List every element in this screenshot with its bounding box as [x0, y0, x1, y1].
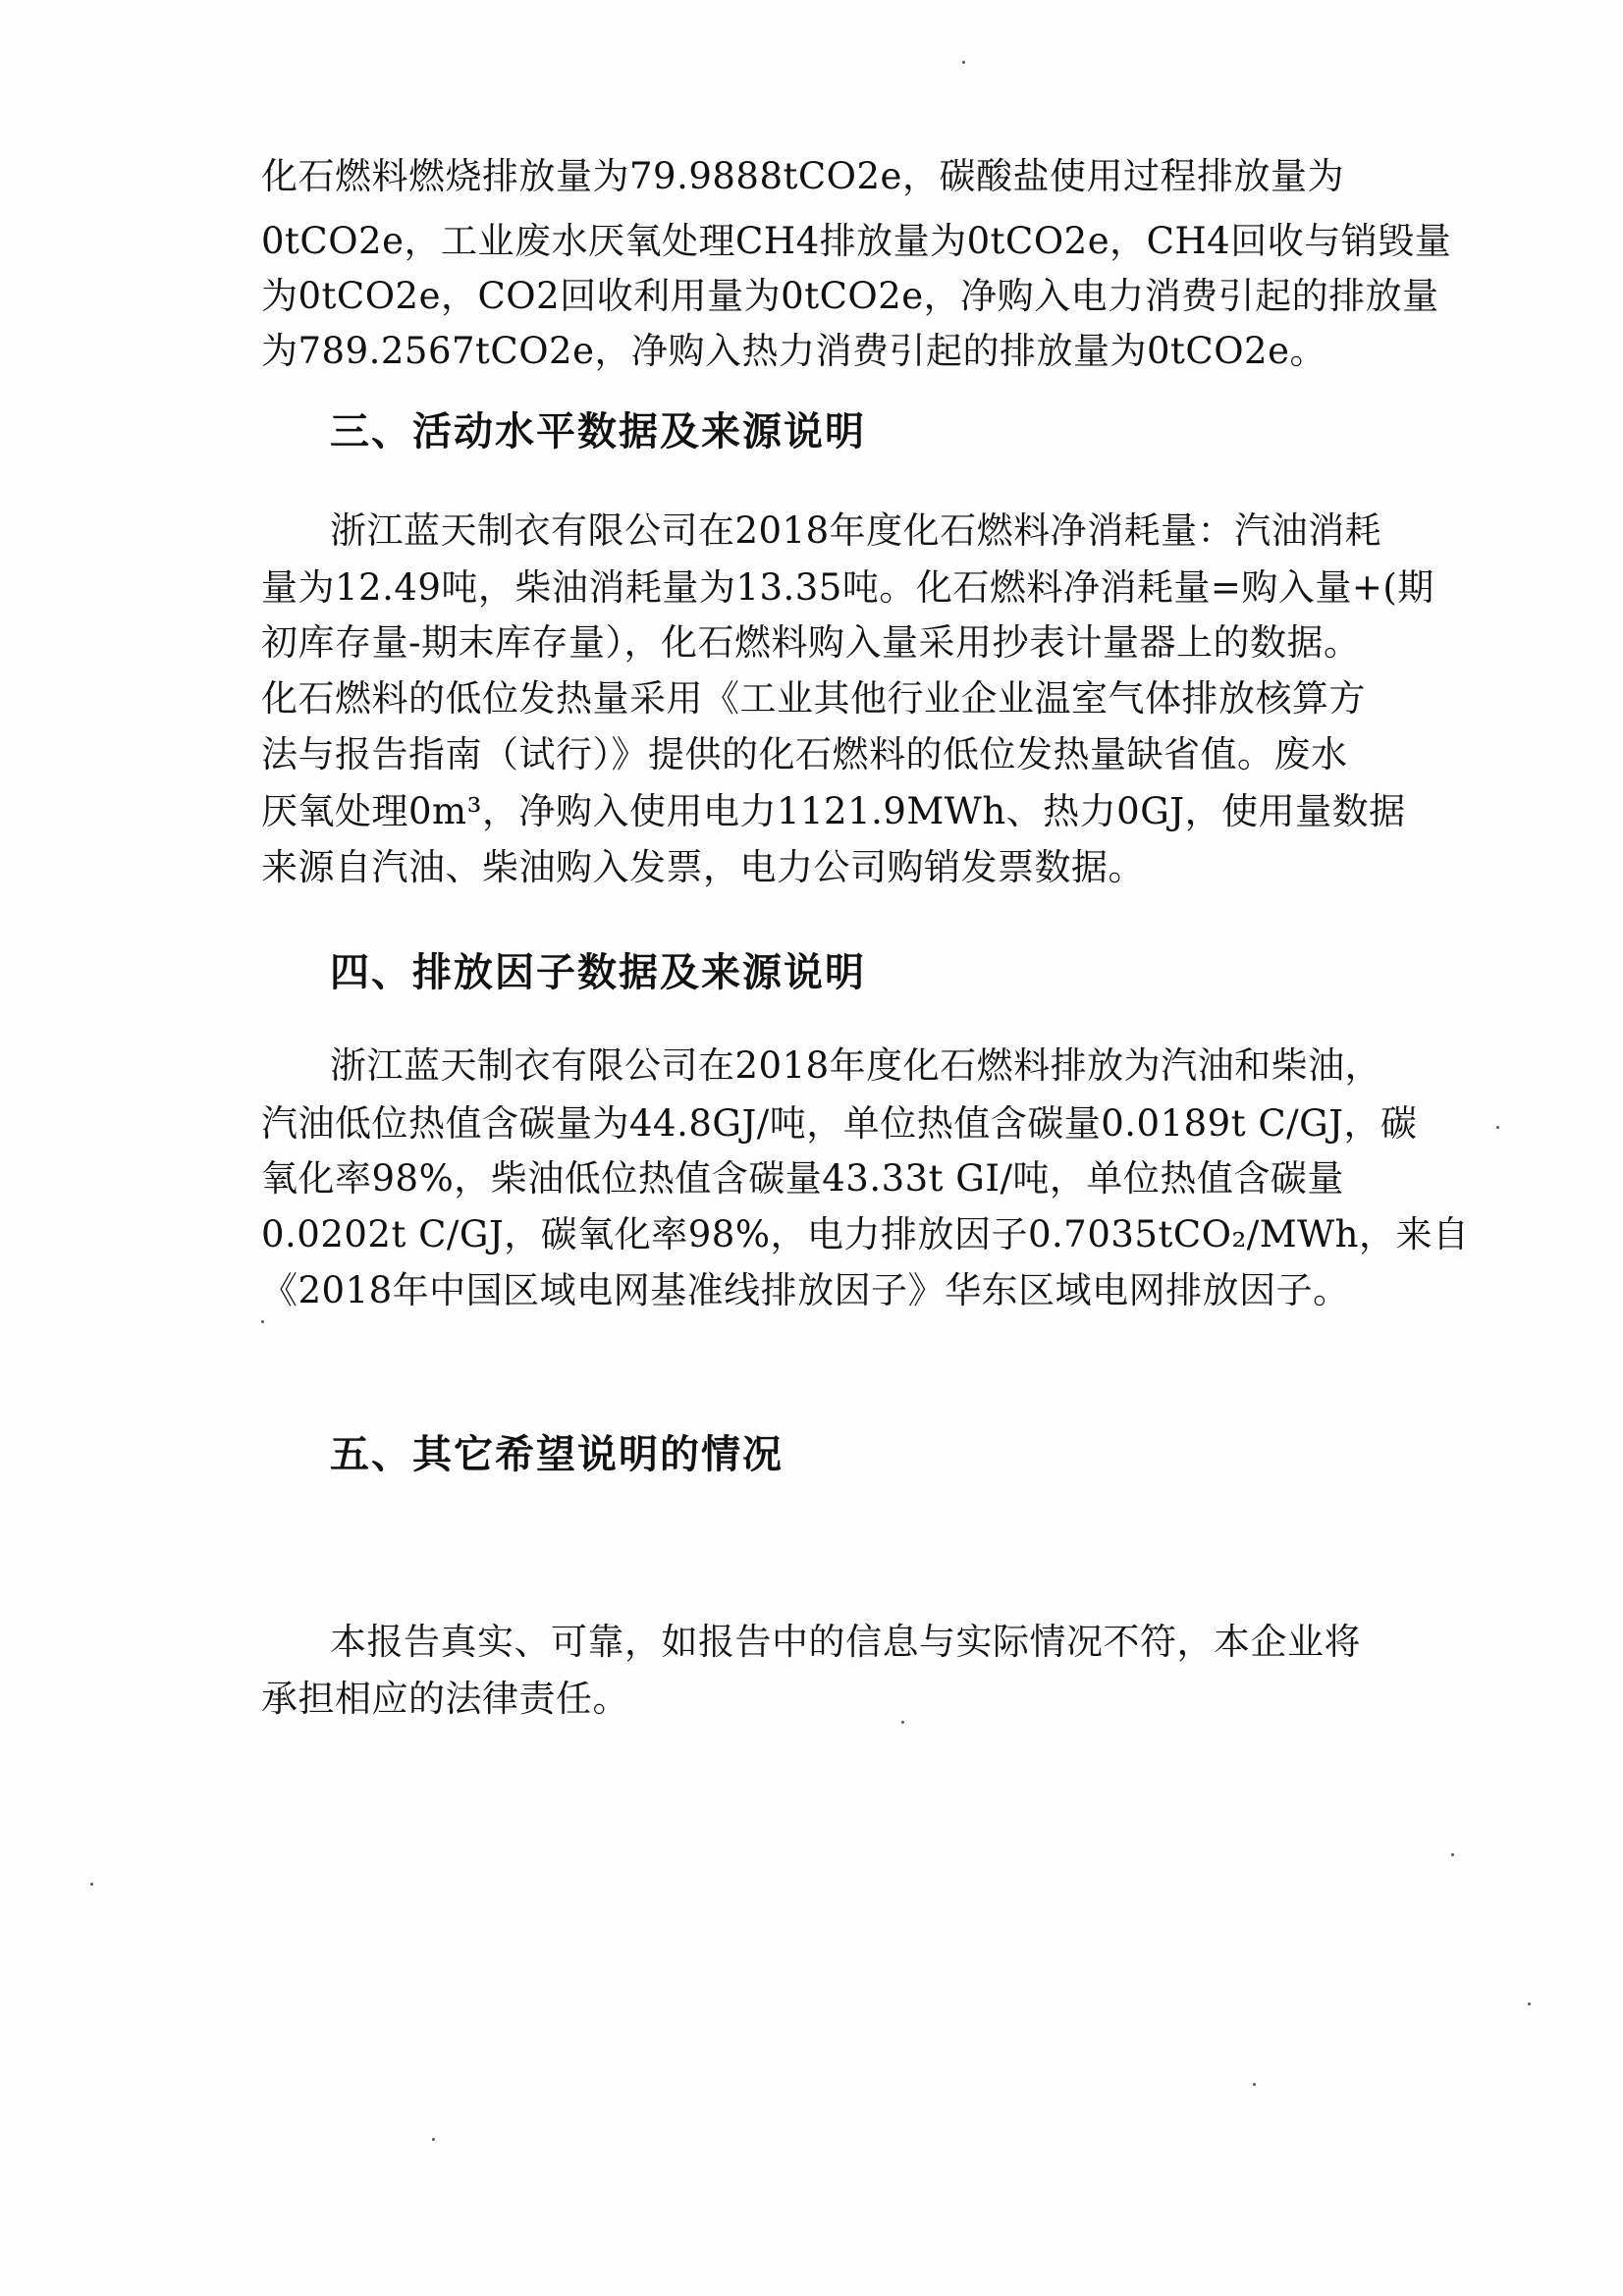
section3-line: 厌氧处理0m³，净购入使用电力1121.9MWh、热力0GJ，使用量数据 — [261, 790, 1406, 832]
paragraph-line: 为0tCO2e，CO2回收利用量为0tCO2e，净购入电力消费引起的排放量 — [261, 275, 1439, 317]
scan-speck — [1496, 1126, 1499, 1129]
scan-speck — [90, 1883, 93, 1886]
section3-line: 浙江蓝天制衣有限公司在2018年度化石燃料净消耗量：汽油消耗 — [330, 509, 1382, 552]
section4-line: 氧化率98%，柴油低位热值含碳量43.33t GI/吨，单位热值含碳量 — [261, 1157, 1344, 1200]
paragraph-line: 为789.2567tCO2e，净购入热力消费引起的排放量为0tCO2e。 — [261, 330, 1326, 372]
section4-line: 汽油低位热值含碳量为44.8GJ/吨，单位热值含碳量0.0189t C/GJ，碳 — [261, 1102, 1418, 1145]
section4-line: 0.0202t C/GJ，碳氧化率98%，电力排放因子0.7035tCO₂/MWh，来自 — [261, 1213, 1470, 1255]
section5-line: 本报告真实、可靠，如报告中的信息与实际情况不符，本企业将 — [330, 1621, 1361, 1663]
section3-line: 来源自汽油、柴油购入发票，电力公司购销发票数据。 — [261, 846, 1145, 888]
section5-heading: 五、其它希望说明的情况 — [330, 1432, 784, 1477]
scan-speck — [962, 61, 965, 64]
section3-line: 量为12.49吨，柴油消耗量为13.35吨。化石燃料净消耗量=购入量+(期 — [261, 566, 1434, 609]
section4-line: 《2018年中国区域电网基准线排放因子》华东区域电网排放因子。 — [261, 1269, 1350, 1311]
scan-speck — [901, 1721, 904, 1724]
paragraph-line: 0tCO2e，工业废水厌氧处理CH4排放量为0tCO2e，CH4回收与销毁量 — [261, 220, 1452, 262]
section3-line: 初库存量-期末库存量），化石燃料购入量采用抄表计量器上的数据。 — [261, 621, 1361, 664]
scan-speck — [1253, 2083, 1256, 2086]
section3-line: 法与报告指南（试行）》提供的化石燃料的低位发热量缺省值。废水 — [261, 733, 1348, 775]
section4-heading: 四、排放因子数据及来源说明 — [330, 950, 866, 995]
scan-speck — [1451, 1853, 1454, 1856]
section4-line: 浙江蓝天制衣有限公司在2018年度化石燃料排放为汽油和柴油， — [330, 1044, 1382, 1087]
scan-speck — [261, 1320, 264, 1323]
scan-speck — [432, 2138, 435, 2141]
scan-speck — [1528, 2002, 1531, 2005]
section3-line: 化石燃料的低位发热量采用《工业其他行业企业温室气体排放核算方 — [261, 677, 1366, 720]
section5-line: 承担相应的法律责任。 — [261, 1678, 629, 1720]
section3-heading: 三、活动水平数据及来源说明 — [330, 409, 866, 454]
paragraph-line: 化石燃料燃烧排放量为79.9888tCO2e，碳酸盐使用过程排放量为 — [261, 155, 1344, 197]
